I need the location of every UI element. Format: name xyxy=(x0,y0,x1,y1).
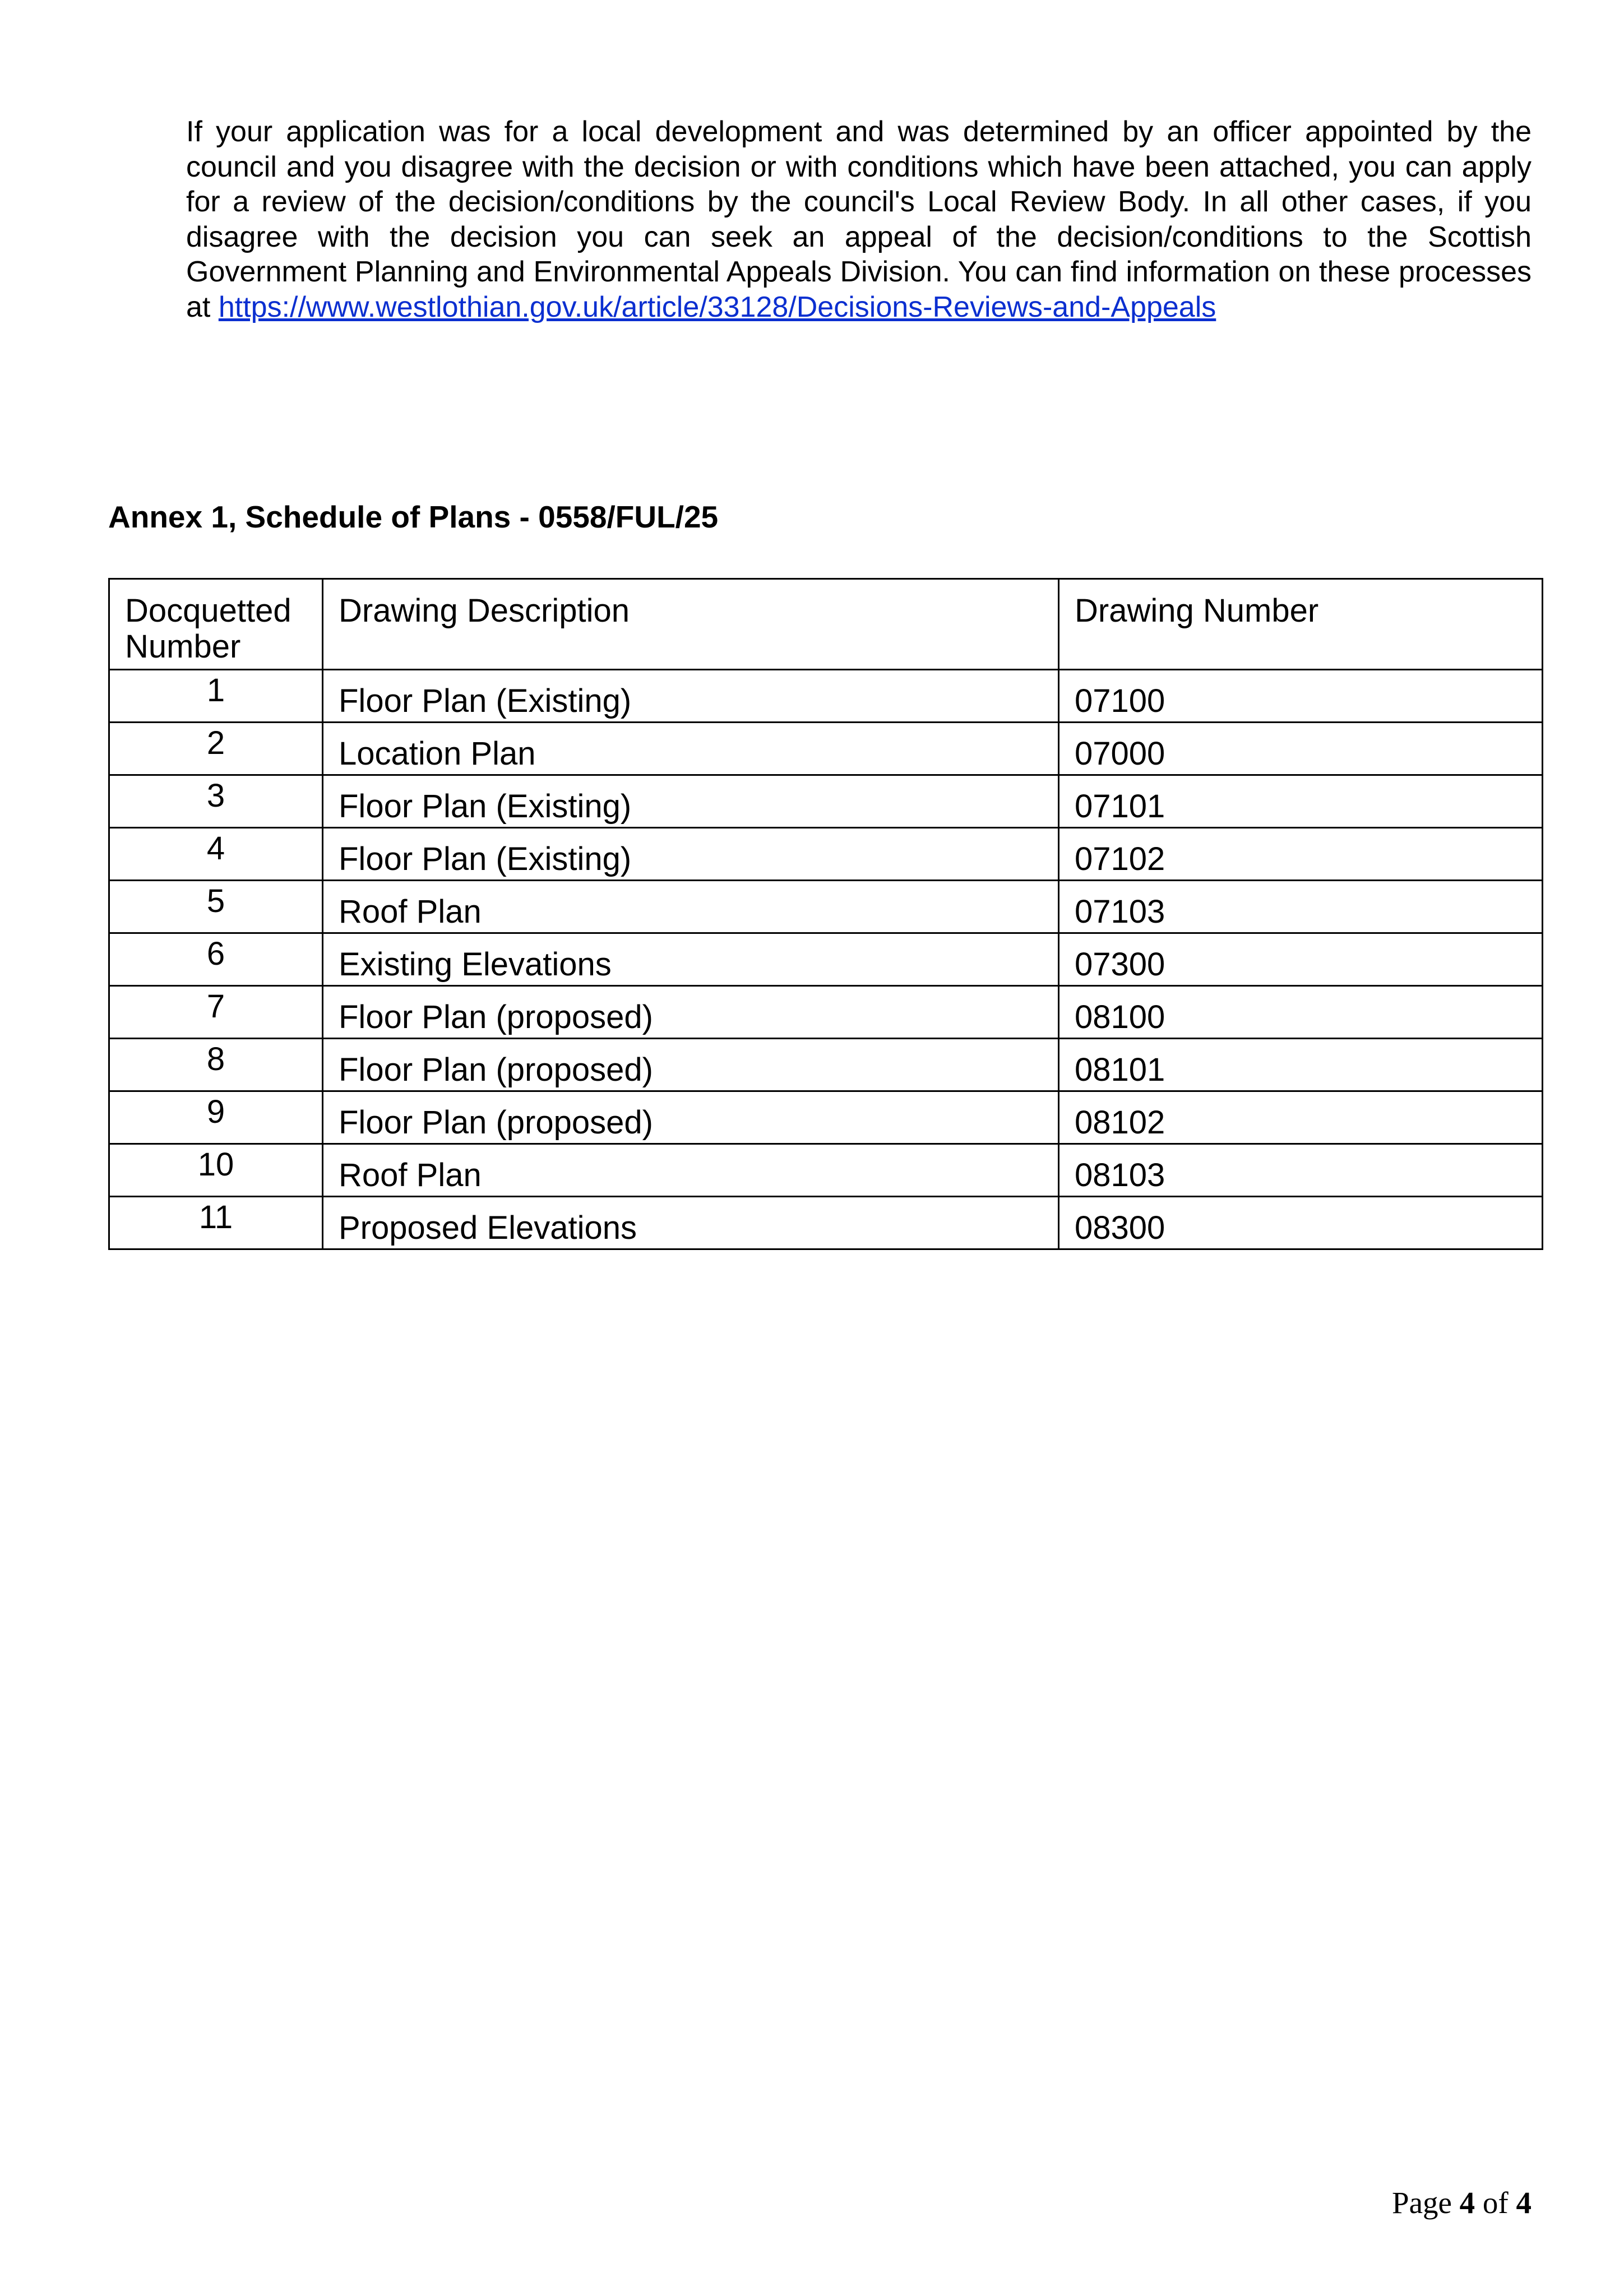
table-row xyxy=(109,1039,1543,1091)
drawing-description-cell: Floor Plan (Existing) xyxy=(323,775,1059,828)
table-row xyxy=(109,828,1543,881)
drawing-description-cell: Floor Plan (proposed) xyxy=(323,986,1059,1039)
page-number-footer xyxy=(1392,2183,1532,2223)
docquetted-number-cell: 8 xyxy=(109,1039,323,1091)
docquetted-number-cell: 1 xyxy=(109,670,323,723)
docquetted-number-cell: 4 xyxy=(109,828,323,881)
drawing-number-cell: 07101 xyxy=(1059,775,1543,828)
drawing-number-cell: 08100 xyxy=(1059,986,1543,1039)
table-row xyxy=(109,1197,1543,1249)
table-row xyxy=(109,881,1543,933)
drawing-description-cell: Existing Elevations xyxy=(323,933,1059,986)
page-label: Page xyxy=(1392,2186,1452,2220)
intro-paragraph xyxy=(186,114,1532,325)
table-body xyxy=(109,670,1543,1249)
table-row xyxy=(109,723,1543,775)
header-docquetted-number: Docquetted Number xyxy=(109,579,323,670)
schedule-of-plans-table xyxy=(108,578,1543,1250)
drawing-number-cell: 08300 xyxy=(1059,1197,1543,1249)
header-drawing-number: Drawing Number xyxy=(1059,579,1543,670)
drawing-description-cell: Floor Plan (Existing) xyxy=(323,670,1059,723)
of-label: of xyxy=(1482,2186,1509,2220)
docquetted-number-cell: 11 xyxy=(109,1197,323,1249)
header-drawing-description: Drawing Description xyxy=(323,579,1059,670)
table-row xyxy=(109,775,1543,828)
drawing-number-cell: 07300 xyxy=(1059,933,1543,986)
drawing-number-cell: 07103 xyxy=(1059,881,1543,933)
table-header-row xyxy=(109,579,1543,670)
drawing-description-cell: Proposed Elevations xyxy=(323,1197,1059,1249)
drawing-number-cell: 07100 xyxy=(1059,670,1543,723)
drawing-number-cell: 07102 xyxy=(1059,828,1543,881)
table-row xyxy=(109,1091,1543,1144)
docquetted-number-cell: 2 xyxy=(109,723,323,775)
drawing-number-cell: 08101 xyxy=(1059,1039,1543,1091)
table-row xyxy=(109,986,1543,1039)
table-row xyxy=(109,670,1543,723)
drawing-description-cell: Location Plan xyxy=(323,723,1059,775)
docquetted-number-cell: 5 xyxy=(109,881,323,933)
table-row xyxy=(109,1144,1543,1197)
total-pages-number: 4 xyxy=(1516,2186,1532,2220)
drawing-number-cell: 08103 xyxy=(1059,1144,1543,1197)
current-page-number: 4 xyxy=(1459,2186,1475,2220)
docquetted-number-cell: 6 xyxy=(109,933,323,986)
table-row xyxy=(109,933,1543,986)
drawing-number-cell: 07000 xyxy=(1059,723,1543,775)
docquetted-number-cell: 9 xyxy=(109,1091,323,1144)
drawing-description-cell: Floor Plan (Existing) xyxy=(323,828,1059,881)
docquetted-number-cell: 3 xyxy=(109,775,323,828)
annex-title: Annex 1, Schedule of Plans - 0558/FUL/25 xyxy=(108,499,719,534)
drawing-description-cell: Floor Plan (proposed) xyxy=(323,1091,1059,1144)
drawing-description-cell: Roof Plan xyxy=(323,1144,1059,1197)
docquetted-number-cell: 7 xyxy=(109,986,323,1039)
decisions-reviews-appeals-link[interactable]: https://www.westlothian.gov.uk/article/33128/Decisions-Reviews-and-Appeals xyxy=(218,290,1216,323)
intro-text: If your application was for a local development and was determined by an officer appointed by the council and you disagree with the decision or with conditions which have been attached, you can apply for a review of the decision/conditions by the council's Local Review Body. In all other cases, if you disagree with the decision you can seek an appeal of the decision/conditions to the Scottish Government Planning and Environmental Appeals Division. You can find information on these processes at xyxy=(186,115,1532,323)
docquetted-number-cell: 10 xyxy=(109,1144,323,1197)
drawing-description-cell: Roof Plan xyxy=(323,881,1059,933)
drawing-description-cell: Floor Plan (proposed) xyxy=(323,1039,1059,1091)
drawing-number-cell: 08102 xyxy=(1059,1091,1543,1144)
